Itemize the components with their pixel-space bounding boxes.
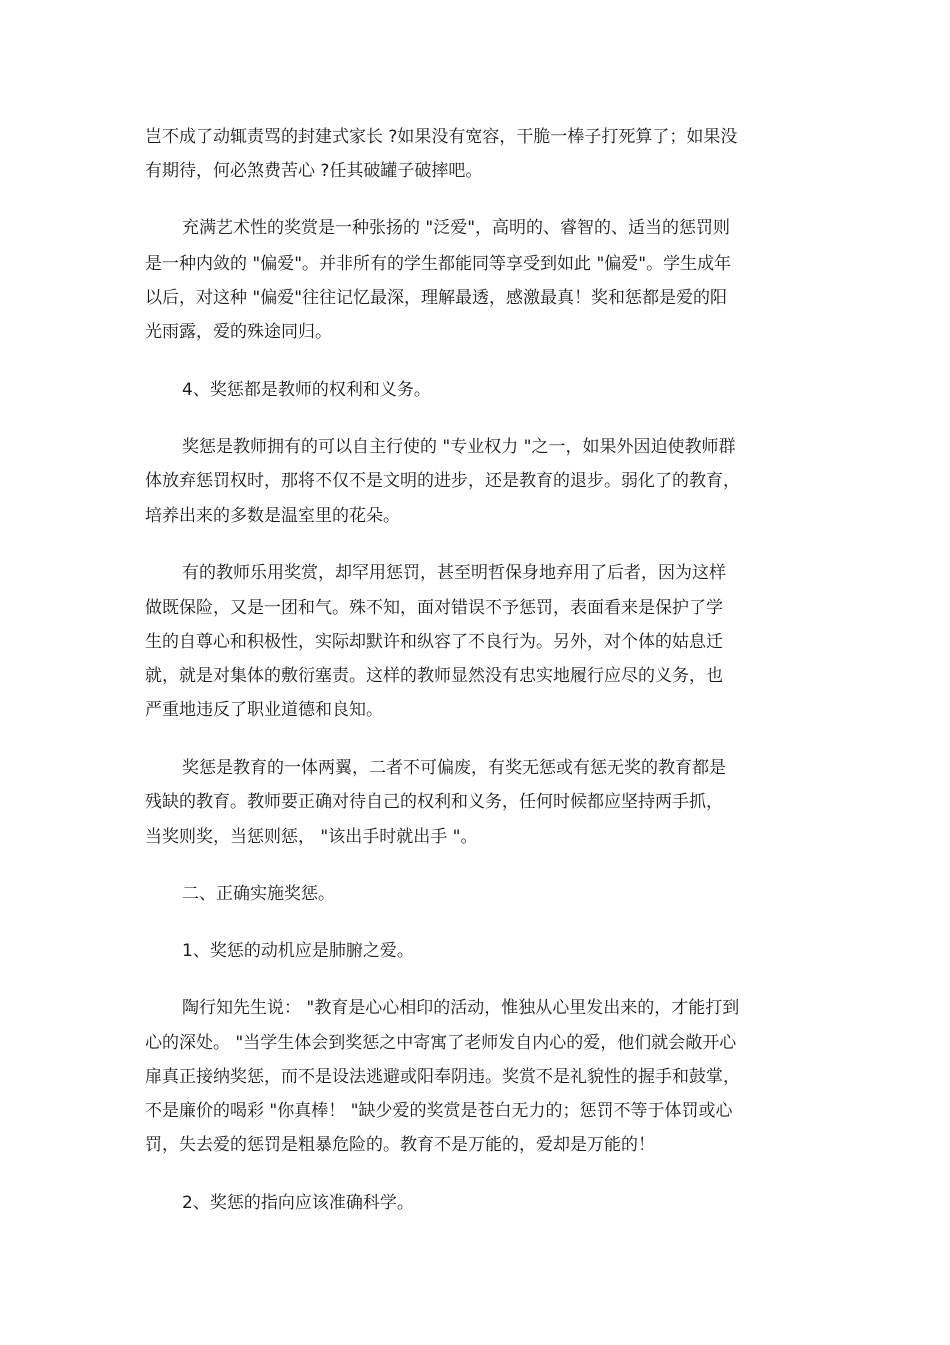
section-heading: 4、奖惩都是教师的权利和义务。 — [182, 380, 431, 400]
body-text-line: 罚，失去爱的惩罚是粗暴危险的。教育不是万能的，爱却是万能的！ — [145, 1135, 655, 1155]
body-text-line: 光雨露，爱的殊途同归。 — [145, 322, 332, 342]
body-text-line: 生的自尊心和积极性，实际却默许和纵容了不良行为。另外，对个体的姑息迁 — [145, 632, 723, 652]
body-text-line: 当奖则奖，当惩则惩， "该出手时就出手 "。 — [145, 827, 478, 847]
body-text-line: 奖惩是教师拥有的可以自主行使的 "专业权力 "之一，如果外因迫使教师群 — [182, 437, 736, 457]
body-text-line: 奖惩是教育的一体两翼，二者不可偏废，有奖无惩或有惩无奖的教育都是 — [182, 758, 726, 778]
body-text-line: 充满艺术性的奖赏是一种张扬的 "泛爱"，高明的、睿智的、适当的惩罚则 — [182, 218, 731, 238]
body-text-line: 是一种内敛的 "偏爱"。并非所有的学生都能同等享受到如此 "偏爱"。学生成年 — [145, 254, 732, 274]
body-text-line: 心的深处。 "当学生体会到奖惩之中寄寓了老师发自内心的爱，他们就会敞开心 — [145, 1033, 737, 1053]
body-text-line: 培养出来的多数是温室里的花朵。 — [145, 506, 400, 526]
body-text-line: 以后，对这种 "偏爱"往往记忆最深，理解最透，感激最真！奖和惩都是爱的阳 — [145, 288, 728, 308]
body-text-line: 就，就是对集体的敷衍塞责。这样的教师显然没有忠实地履行应尽的义务，也 — [145, 666, 723, 686]
section-heading: 二、正确实施奖惩。 — [182, 884, 335, 904]
body-text-line: 做既保险，又是一团和气。殊不知，面对错误不予惩罚，表面看来是保护了学 — [145, 598, 723, 618]
body-text-line: 不是廉价的喝彩 "你真棒！ "缺少爱的奖赏是苍白无力的；惩罚不等于体罚或心 — [145, 1101, 733, 1121]
subsection-heading: 2、奖惩的指向应该准确科学。 — [182, 1193, 414, 1213]
body-text-line: 严重地违反了职业道德和良知。 — [145, 700, 383, 720]
body-text-line: 扉真正接纳奖惩，而不是设法逃避或阳奉阴违。奖赏不是礼貌性的握手和鼓掌， — [145, 1067, 740, 1087]
subsection-heading: 1、奖惩的动机应是肺腑之爱。 — [182, 941, 414, 961]
body-text-line: 残缺的教育。教师要正确对待自己的权利和义务，任何时候都应坚持两手抓， — [145, 792, 723, 812]
body-text-line: 岂不成了动辄责骂的封建式家长 ?如果没有宽容，干脆一棒子打死算了；如果没 — [145, 127, 738, 147]
body-text-line: 有期待，何必煞费苦心 ?任其破罐子破摔吧。 — [145, 161, 483, 181]
body-text-line: 陶行知先生说： "教育是心心相印的活动，惟独从心里发出来的，才能打到 — [182, 998, 740, 1018]
body-text-line: 体放弃惩罚权时，那将不仅不是文明的进步，还是教育的退步。弱化了的教育， — [145, 471, 740, 491]
body-text-line: 有的教师乐用奖赏，却罕用惩罚，甚至明哲保身地弃用了后者，因为这样 — [182, 563, 726, 583]
